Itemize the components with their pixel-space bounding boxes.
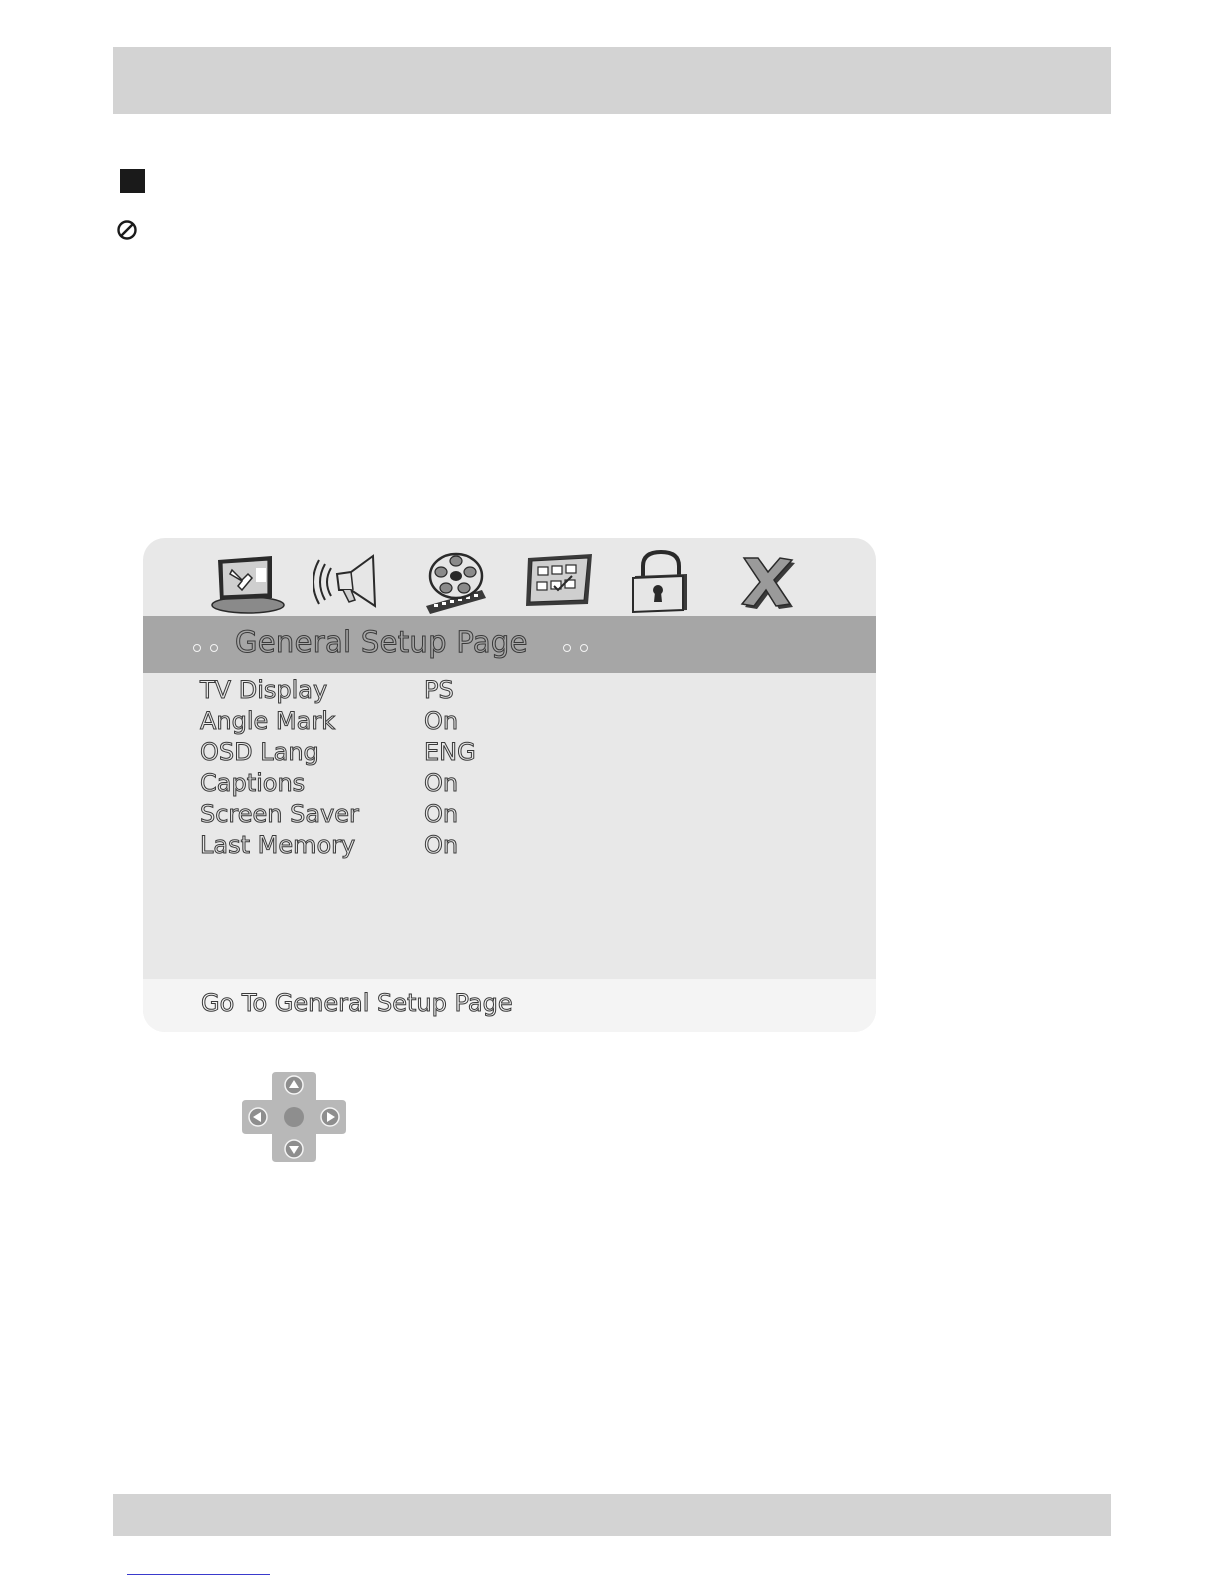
header-band <box>113 47 1111 114</box>
title-dots-right <box>563 637 597 647</box>
exit-icon[interactable] <box>728 550 808 614</box>
setting-value: On <box>424 769 459 797</box>
status-bar <box>143 979 876 1032</box>
osd-setup-menu <box>143 538 876 1032</box>
setting-value: On <box>424 831 459 859</box>
setting-label: Screen Saver <box>200 800 359 828</box>
setting-row-osd-lang[interactable] <box>200 738 800 768</box>
setting-row-angle-mark[interactable] <box>200 707 800 737</box>
audio-speaker-icon[interactable] <box>313 550 393 614</box>
setting-row-screen-saver[interactable] <box>200 800 800 830</box>
page-title: General Setup Page <box>235 625 528 659</box>
setting-label: Last Memory <box>200 831 356 859</box>
setting-row-last-memory[interactable] <box>200 831 800 861</box>
general-setup-icon[interactable] <box>208 550 288 614</box>
setting-label: Angle Mark <box>200 707 336 735</box>
footer-link-underline[interactable] <box>127 1574 270 1575</box>
osd-tab-bar <box>143 538 876 616</box>
setting-value: PS <box>424 676 454 704</box>
page-title-bar <box>143 616 876 673</box>
setting-label: TV Display <box>200 676 328 704</box>
password-lock-icon[interactable] <box>625 550 705 614</box>
no-sign-icon <box>116 219 138 241</box>
status-text: Go To General Setup Page <box>201 989 513 1017</box>
footer-band <box>113 1494 1111 1536</box>
setting-label: OSD Lang <box>200 738 319 766</box>
setting-row-captions[interactable] <box>200 769 800 799</box>
setting-label: Captions <box>200 769 306 797</box>
setting-value: ENG <box>424 738 476 766</box>
video-film-icon[interactable] <box>420 550 500 614</box>
title-dots-left <box>193 637 227 647</box>
preference-icon[interactable] <box>524 550 604 614</box>
setting-value: On <box>424 707 459 735</box>
bullet-square-icon <box>120 169 145 193</box>
setting-value: On <box>424 800 459 828</box>
setting-row-tv-display[interactable] <box>200 676 800 706</box>
dpad-icon <box>240 1070 348 1163</box>
